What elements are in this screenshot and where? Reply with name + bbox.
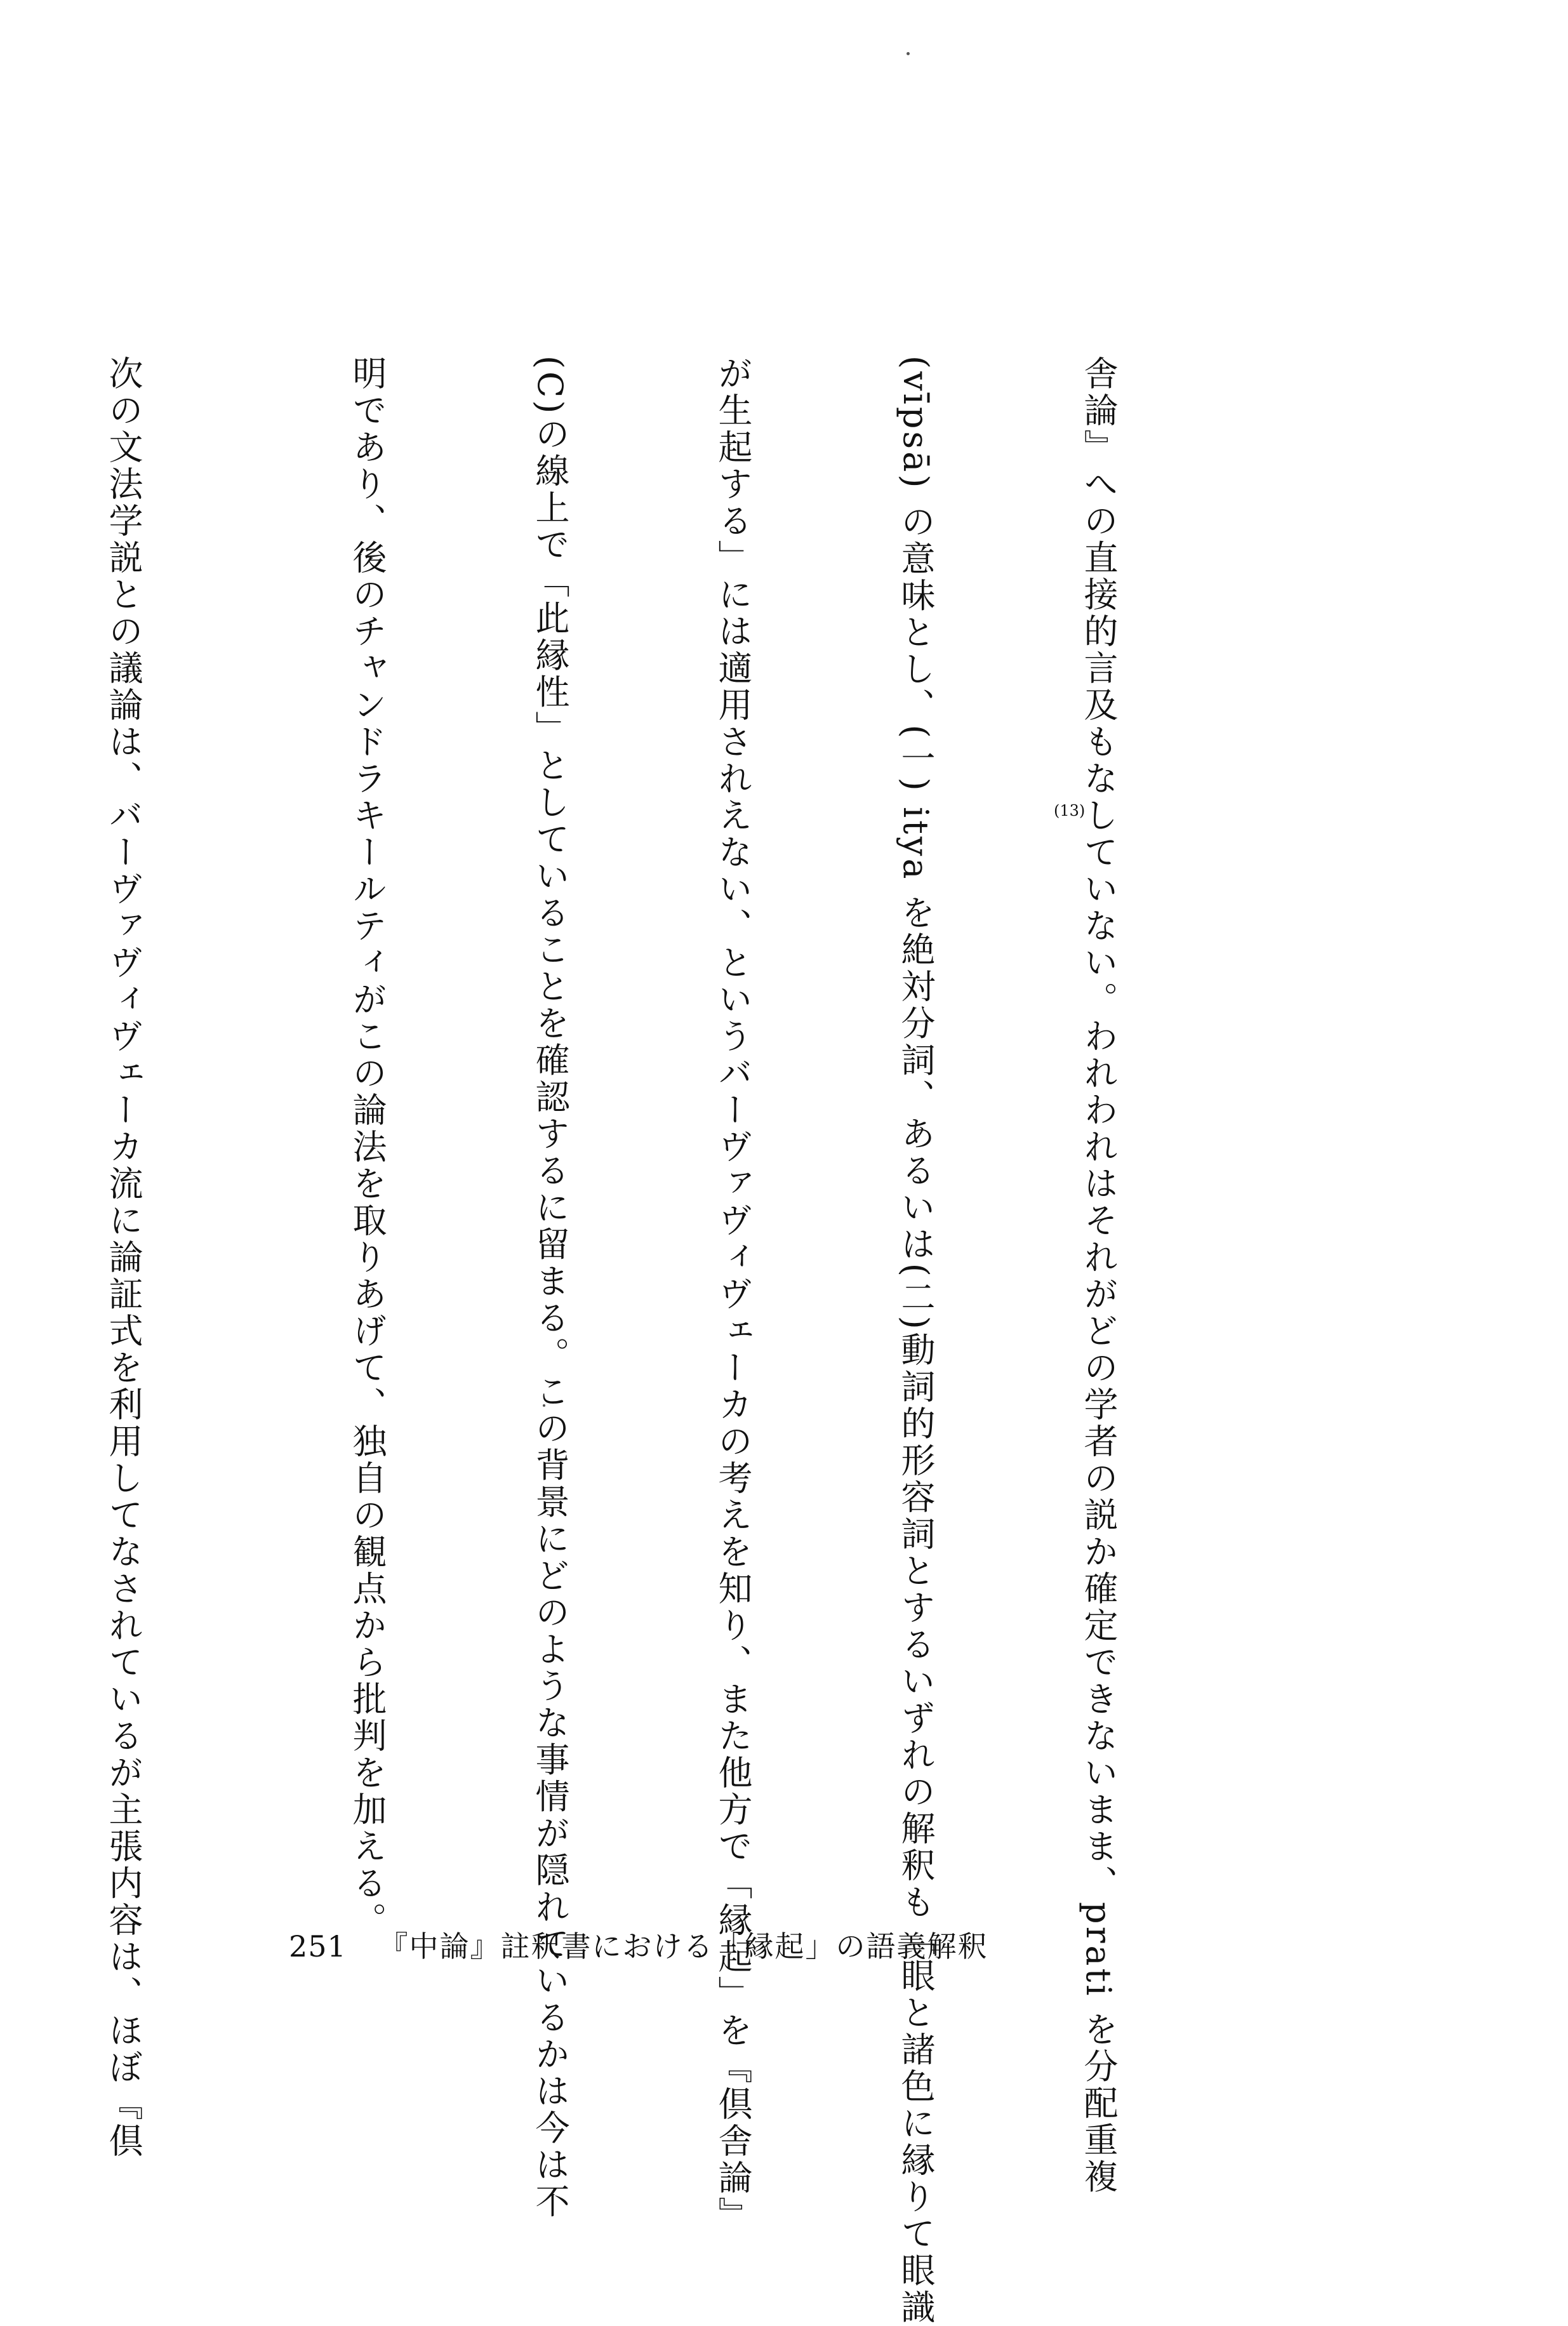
running-footer: [289, 1924, 988, 1965]
text-line: が生起する」には適用されえない、というバーヴァヴィヴェーカの考えを知り、また他方で「縁起」を『倶舎論』: [713, 356, 753, 2233]
text-line: (vīpsā) の意味とし、(一) itya を絶対分詞、あるいは(二)動詞的形容詞とするいずれの解釈も「眼と諸色に縁りて眼識: [896, 356, 936, 2326]
page-number: 251: [289, 1929, 347, 1964]
running-title: 『中論』註釈書における「縁起」の語義解釈: [378, 1929, 988, 1964]
footnote-marker: (13): [1054, 802, 1086, 820]
text-line: 舎論』への直接的言及もなしていない。われわれはそれがどの学者の説か確定できないまま、prati を分配重複: [1079, 356, 1119, 2196]
scan-speck: [907, 52, 910, 55]
text-line: 次の文法学説との議論は、バーヴァヴィヴェーカ流に論証式を利用してなされているが主張内容は、ほぼ『倶: [103, 356, 143, 2160]
text-line: (C)の線上で「此縁性」としていることを確認するに留まる。この背景にどのような事情が隠れているかは今は不: [530, 356, 570, 2221]
text-line: 明であり、後のチャンドラキールティがこの論法を取りあげて、独自の観点から批判を加える。: [347, 356, 387, 1939]
